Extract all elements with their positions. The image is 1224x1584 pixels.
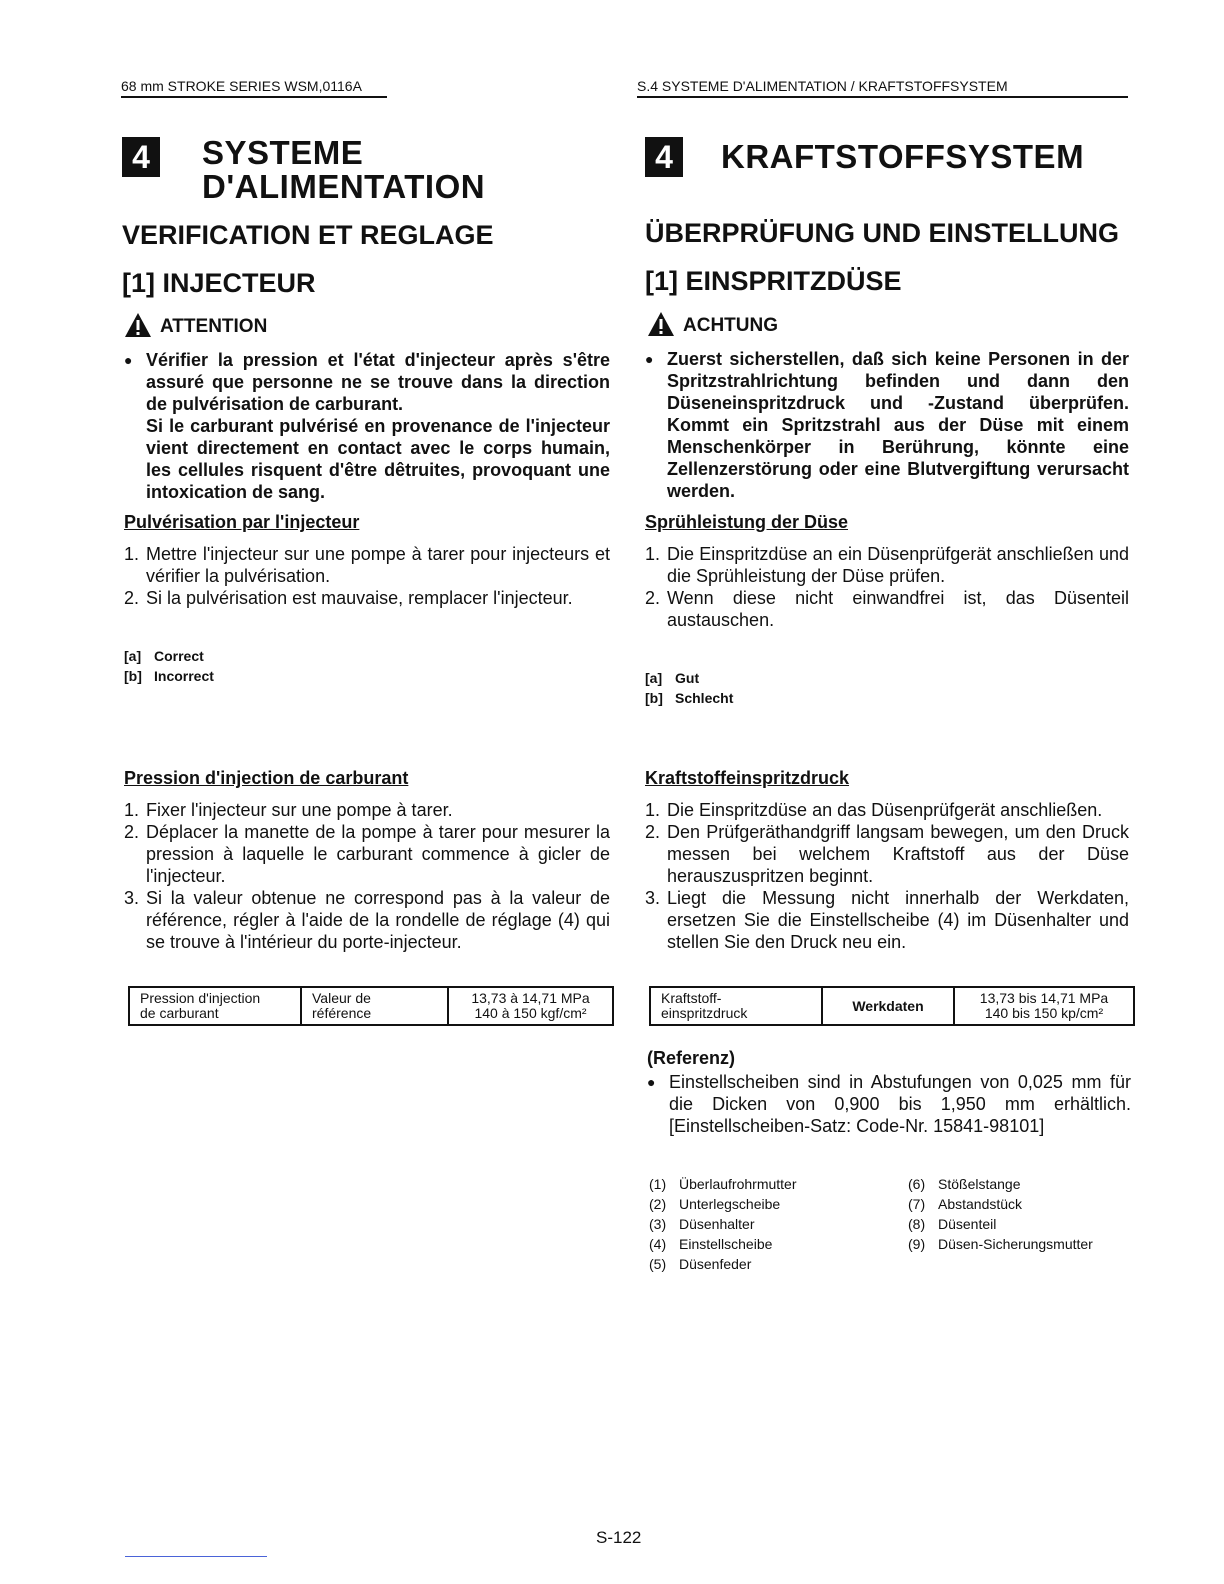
list-item [124, 821, 610, 887]
part-label: Stößelstange [938, 1176, 1021, 1192]
de-item-title: [1] EINSPRITZDÜSE [645, 266, 902, 296]
cell-text: einspritzdruck [661, 1005, 748, 1021]
step-number: 1. [124, 544, 140, 564]
legend-key: [a] [645, 670, 663, 686]
legend-key: [b] [645, 690, 663, 706]
step-number: 3. [124, 888, 140, 908]
part-key: (4) [649, 1236, 667, 1252]
de-spec-table [649, 986, 1135, 1026]
cell-text: Pression d'injection [140, 990, 261, 1006]
list-item [908, 1194, 1093, 1214]
de-legend [645, 668, 733, 708]
part-label: Einstellscheibe [679, 1236, 773, 1252]
part-key: (3) [649, 1216, 667, 1232]
de-warning-heading [647, 311, 778, 337]
fr-warning-body [124, 349, 610, 503]
fr-spec-table [128, 986, 614, 1026]
fr-title-line1: SYSTEME [202, 134, 364, 171]
de-pressure-title: Kraftstoffeinspritzdruck [645, 768, 850, 788]
list-item [645, 799, 1129, 821]
step-number: 3. [645, 888, 661, 908]
cell-text: 13,73 à 14,71 MPa [471, 990, 590, 1006]
list-item [124, 543, 610, 587]
list-item [649, 1214, 797, 1234]
fr-warning-label: ATTENTION [160, 316, 268, 337]
part-key: (5) [649, 1256, 667, 1272]
list-item [908, 1234, 1093, 1254]
de-spray-title: Sprühleistung der Düse [645, 512, 849, 532]
step-number: 2. [645, 822, 661, 842]
cell-text: 140 à 150 kgf/cm² [474, 1005, 587, 1021]
legend-label: Correct [154, 648, 204, 664]
list-item [124, 587, 610, 609]
cell-text: Kraftstoff- [661, 990, 722, 1006]
step-text: Si la pulvérisation est mauvaise, remplacer l'injecteur. [146, 588, 573, 608]
step-text: Fixer l'injecteur sur une pompe à tarer. [146, 800, 453, 820]
fr-subtitle: VERIFICATION ET REGLAGE [122, 220, 494, 250]
warning-icon [647, 311, 675, 337]
fr-warning-p2: Si le carburant pulvérisé en provenance de l'injecteur vient directement en contact avec le corps humain, les cellules risquent d'être dêtruites, provoquant une intoxication de sang. [146, 416, 610, 502]
list-item [649, 1194, 797, 1214]
header-left-rule [121, 96, 387, 98]
part-key: (6) [908, 1176, 926, 1192]
cell-text: Valeur de [312, 990, 371, 1006]
part-label: Düsenhalter [679, 1216, 755, 1232]
step-text: Déplacer la manette de la pompe à tarer pour mesurer la pression à laquelle le carburant commence à gicler de l'injecteur. [146, 822, 610, 886]
part-key: (7) [908, 1196, 926, 1212]
list-item [645, 821, 1129, 887]
table-cell [650, 987, 822, 1025]
table-row [650, 987, 1134, 1025]
step-text: Die Einspritzdüse an das Düsenprüfgerät anschließen. [667, 800, 1103, 820]
part-key: (1) [649, 1176, 667, 1192]
step-text: Si la valeur obtenue ne correspond pas à la valeur de référence, régler à l'aide de la rondelle de réglage (4) qui se trouve à l'intérieur du porte-injecteur. [146, 888, 610, 952]
part-label: Düsenfeder [679, 1256, 752, 1272]
list-item [649, 1254, 797, 1274]
cell-text: 140 bis 150 kp/cm² [984, 1005, 1104, 1021]
step-number: 2. [645, 588, 661, 608]
list-item [908, 1214, 1093, 1234]
part-label: Düsen-Sicherungsmutter [938, 1236, 1093, 1252]
part-key: (9) [908, 1236, 926, 1252]
de-title: KRAFTSTOFFSYSTEM [721, 138, 1085, 175]
fr-title-line2: D'ALIMENTATION [202, 168, 486, 205]
table-row [129, 987, 613, 1025]
section-number-badge-fr: 4 [122, 137, 160, 177]
table-cell [448, 987, 613, 1025]
table-cell [129, 987, 301, 1025]
fr-pressure-title: Pression d'injection de carburant [124, 768, 409, 788]
part-label: Düsenteil [938, 1216, 997, 1232]
fr-legend [124, 646, 214, 686]
table-cell [822, 987, 954, 1025]
part-label: Unterlegscheibe [679, 1196, 781, 1212]
de-parts-left [649, 1174, 797, 1274]
fr-title [202, 136, 485, 204]
de-reference-body [647, 1071, 1131, 1137]
de-reference-text: ● Einstellscheiben sind in Abstufungen von 0,025 mm für die Dicken von 0,900 bis 1,950 mm erhältlich. [Einstellscheiben-Satz: Code-Nr. 15841-98101] [647, 1071, 1131, 1137]
fr-item-title: [1] INJECTEUR [122, 268, 316, 298]
part-key: (8) [908, 1216, 926, 1232]
header-right-rule [637, 96, 1128, 98]
header-right: S.4 SYSTEME D'ALIMENTATION / KRAFTSTOFFSYSTEM [637, 78, 1008, 94]
de-parts-right [908, 1174, 1093, 1254]
part-key: (2) [649, 1196, 667, 1212]
footer-divider [125, 1556, 267, 1557]
de-reference-title: (Referenz) [647, 1048, 736, 1068]
list-item [645, 543, 1129, 587]
step-text: Wenn diese nicht einwandfrei ist, das Düsenteil austauschen. [667, 588, 1129, 630]
de-pressure-steps [645, 799, 1129, 953]
de-subtitle: ÜBERPRÜFUNG UND EINSTELLUNG [645, 218, 1120, 248]
page-number: S-122 [596, 1528, 642, 1547]
fr-warning-heading [124, 312, 267, 338]
list-item [645, 668, 733, 688]
list-item [124, 666, 214, 686]
fr-spray-steps [124, 543, 610, 609]
cell-text: Werkdaten [852, 997, 924, 1014]
table-cell [301, 987, 448, 1025]
step-number: 2. [124, 588, 140, 608]
legend-key: [b] [124, 668, 142, 684]
step-text: Den Prüfgeräthandgriff langsam bewegen, um den Druck messen bei welchem Kraftstoff aus der Düse herauszuspritzen beginnt. [667, 822, 1129, 886]
cell-text: 13,73 bis 14,71 MPa [979, 990, 1109, 1006]
table-cell [954, 987, 1134, 1025]
legend-label: Incorrect [154, 668, 214, 684]
legend-label: Gut [675, 670, 700, 686]
header-left: 68 mm STROKE SERIES WSM,0116A [121, 78, 362, 94]
legend-key: [a] [124, 648, 142, 664]
legend-label: Schlecht [675, 690, 734, 706]
step-text: Liegt die Messung nicht innerhalb der Werkdaten, ersetzen Sie die Einstellscheibe (4) im Düsenhalter und stellen Sie den Druck neu ein. [667, 888, 1129, 952]
list-item [649, 1234, 797, 1254]
fr-spray-title: Pulvérisation par l'injecteur [124, 512, 360, 532]
de-spray-steps [645, 543, 1129, 631]
step-text: Mettre l'injecteur sur une pompe à tarer pour injecteurs et vérifier la pulvérisation. [146, 544, 610, 586]
de-warning-label: ACHTUNG [683, 315, 778, 336]
step-number: 1. [645, 800, 661, 820]
list-item [908, 1174, 1093, 1194]
cell-text: référence [312, 1005, 372, 1021]
fr-warning-p1: ● Vérifier la pression et l'état d'injecteur après s'être assuré que personne ne se trouve dans la direction de pulvérisation de carburant. [124, 349, 610, 415]
fr-pressure-steps [124, 799, 610, 953]
list-item [645, 688, 733, 708]
warning-icon [124, 312, 152, 338]
list-item [124, 646, 214, 666]
list-item [124, 799, 610, 821]
de-warning-body [645, 348, 1129, 502]
step-text: Die Einspritzdüse an ein Düsenprüfgerät anschließen und die Sprühleistung der Düse prüfen. [667, 544, 1129, 586]
cell-text: de carburant [140, 1005, 219, 1021]
step-number: 1. [124, 800, 140, 820]
list-item [124, 887, 610, 953]
part-label: Abstandstück [938, 1196, 1023, 1212]
list-item [645, 887, 1129, 953]
de-warning-p1: ● Zuerst sicherstellen, daß sich keine Personen in der Spritzstrahlrichtung befinden und dann den Düseneinspritzdruck und -Zustand überprüfen. Kommt ein Spritzstrahl aus der Düse mit einem Menschenkörper in Berührung, könnte eine Zellenzerstörung oder eine Blutvergiftung verursacht werden. [645, 348, 1129, 502]
step-number: 1. [645, 544, 661, 564]
list-item [649, 1174, 797, 1194]
section-number-badge-de: 4 [645, 137, 683, 177]
list-item [645, 587, 1129, 631]
step-number: 2. [124, 822, 140, 842]
part-label: Überlaufrohrmutter [679, 1176, 797, 1192]
